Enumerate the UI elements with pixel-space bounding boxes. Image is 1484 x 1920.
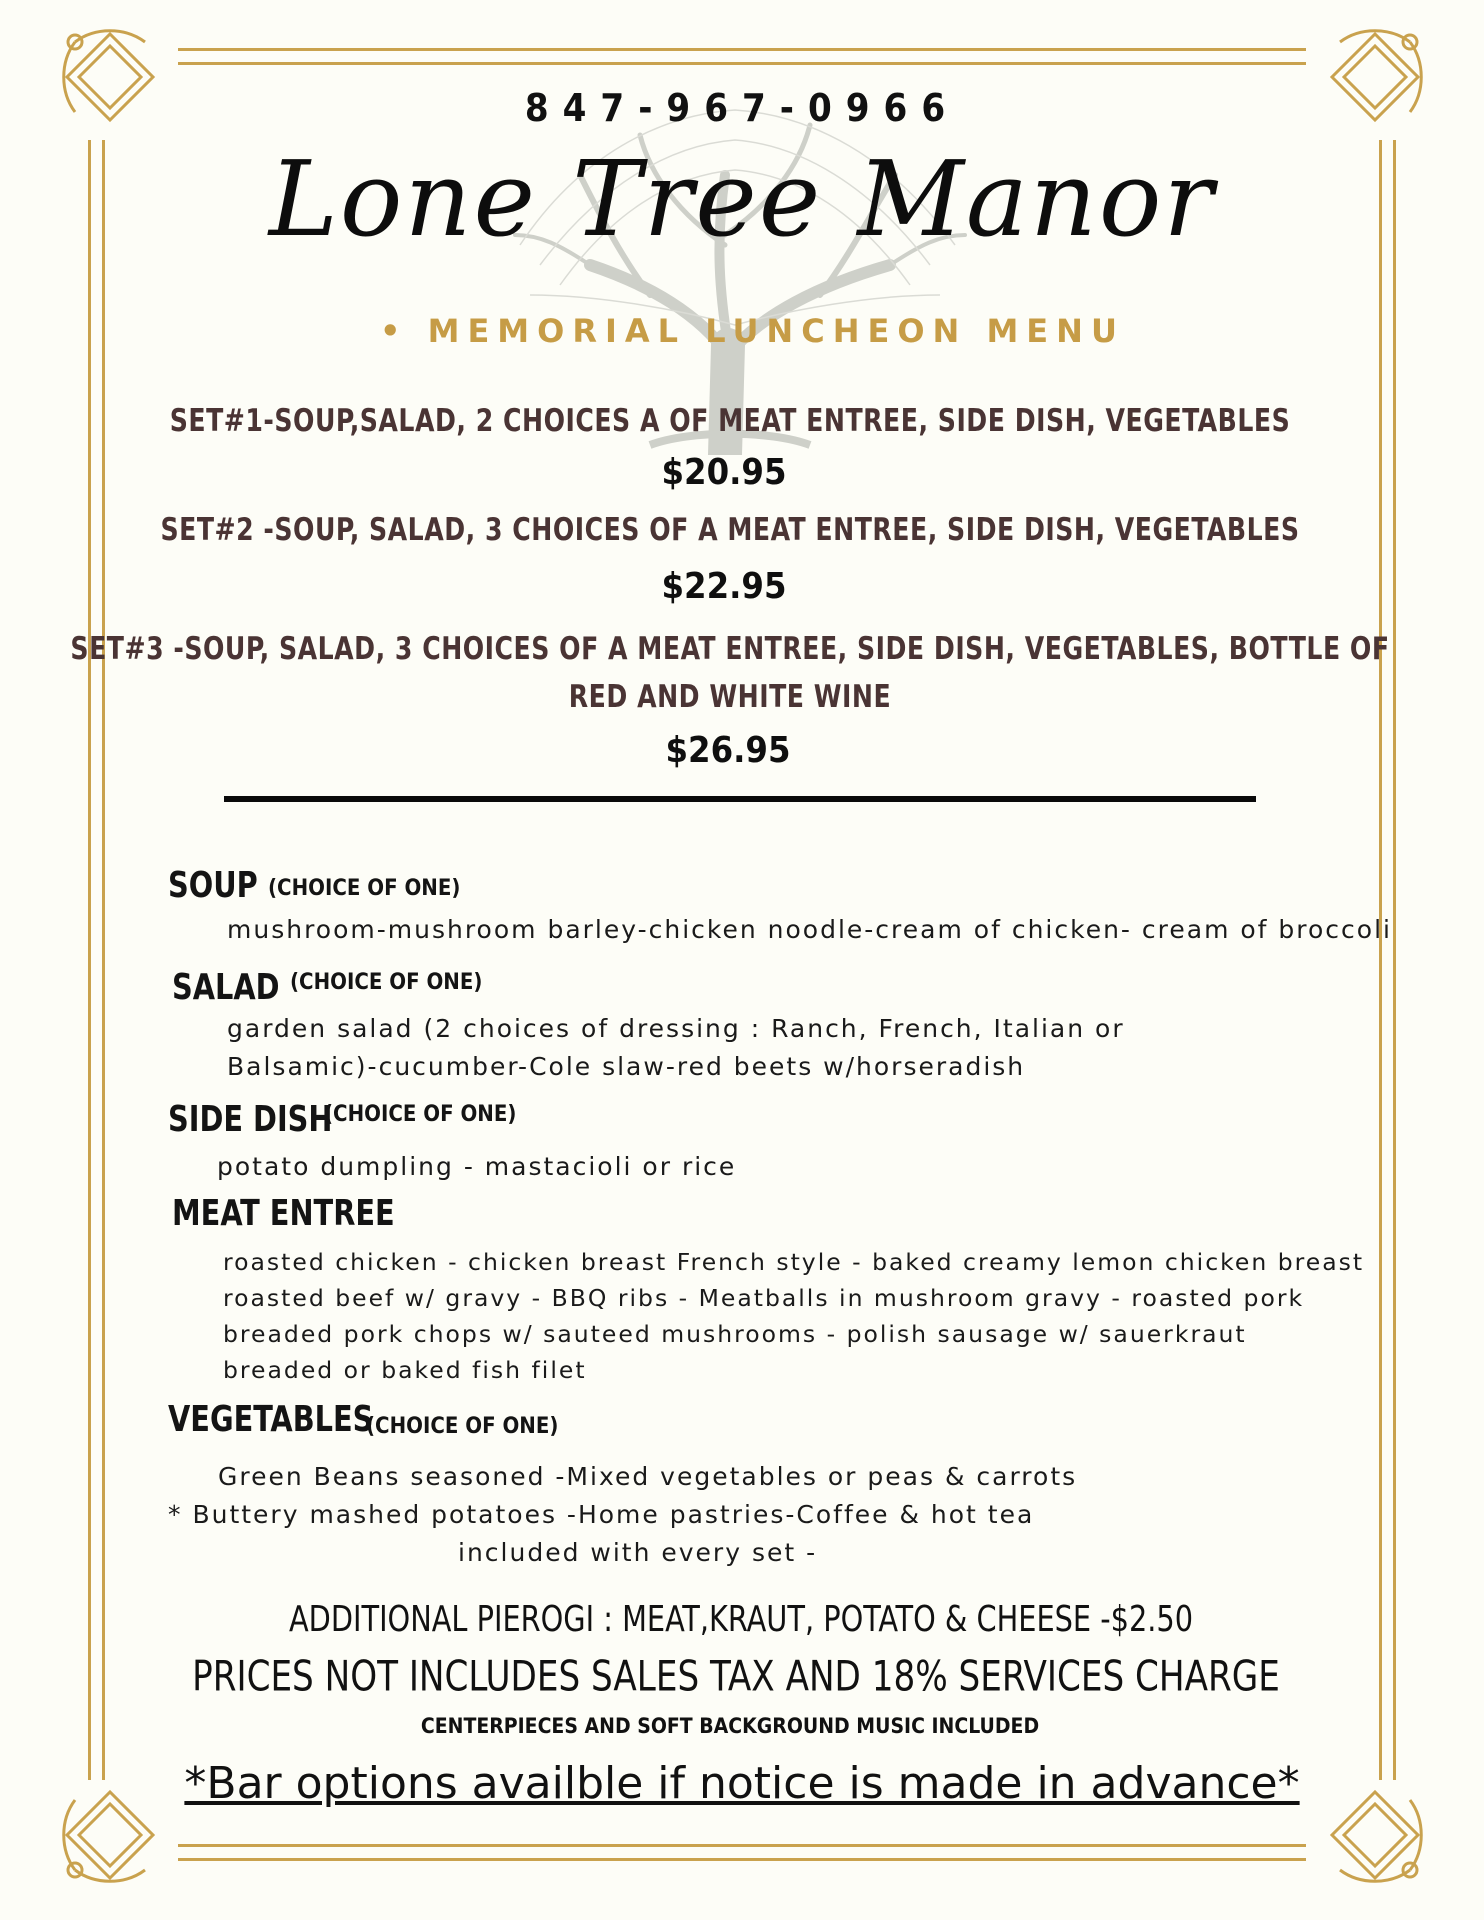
- soup-options: mushroom-mushroom barley-chicken noodle-cream of chicken- cream of broccoli: [227, 915, 1392, 944]
- frame-left-line-outer: [88, 140, 91, 1780]
- salad-choice-note: (CHOICE OF ONE): [290, 970, 483, 995]
- meat-entree-line-2: roasted beef w/ gravy - BBQ ribs - Meatballs in mushroom gravy - roasted pork: [223, 1284, 1305, 1312]
- meat-entree-line-1: roasted chicken - chicken breast French style - baked creamy lemon chicken breast: [223, 1248, 1365, 1276]
- vegetables-choice-note: (CHOICE OF ONE): [366, 1414, 559, 1439]
- included-with-every-set: included with every set -: [458, 1538, 818, 1567]
- set-3-price: $26.95: [665, 730, 791, 771]
- included-amenities-note: CENTERPIECES AND SOFT BACKGROUND MUSIC INCLUDED: [420, 1714, 1040, 1738]
- prices-tax-note: PRICES NOT INCLUDES SALES TAX AND 18% SERVICES CHARGE: [192, 1651, 1280, 1701]
- frame-left-line-inner: [102, 140, 105, 1780]
- salad-options-line-2: Balsamic)-cucumber-Cole slaw-red beets w/horseradish: [227, 1052, 1026, 1081]
- salad-options-line-1: garden salad (2 choices of dressing : Ranch, French, Italian or: [227, 1014, 1125, 1043]
- phone-number: 847-967-0966: [524, 86, 960, 130]
- vegetables-heading: VEGETABLES: [168, 1398, 374, 1440]
- meat-entree-heading: MEAT ENTREE: [172, 1192, 395, 1234]
- set-1-price: $20.95: [661, 452, 787, 493]
- venue-title: Lone Tree Manor: [268, 138, 1216, 260]
- vegetables-options: Green Beans seasoned -Mixed vegetables or peas & carrots: [218, 1462, 1078, 1491]
- included-items: * Buttery mashed potatoes -Home pastries-Coffee & hot tea: [168, 1500, 1035, 1529]
- frame-bottom-line-inner: [178, 1844, 1306, 1847]
- set-3-description: SET#3 -SOUP, SALAD, 3 CHOICES OF A MEAT ENTREE, SIDE DISH, VEGETABLES, BOTTLE OF: [70, 630, 1390, 667]
- salad-heading: SALAD: [172, 966, 280, 1008]
- additional-pierogi-note: ADDITIONAL PIEROGI : MEAT,KRAUT, POTATO & CHEESE -$2.50: [288, 1598, 1194, 1640]
- set-2-description: SET#2 -SOUP, SALAD, 3 CHOICES OF A MEAT ENTREE, SIDE DISH, VEGETABLES: [160, 511, 1300, 548]
- side-dish-choice-note: (CHOICE OF ONE): [324, 1102, 517, 1127]
- meat-entree-line-3: breaded pork chops w/ sauteed mushrooms - polish sausage w/ sauerkraut: [223, 1320, 1247, 1348]
- frame-bottom-line-outer: [178, 1858, 1306, 1861]
- frame-right-line-outer: [1393, 140, 1396, 1780]
- side-dish-options: potato dumpling - mastacioli or rice: [217, 1152, 737, 1181]
- frame-top-line-inner: [178, 62, 1306, 65]
- set-1-description: SET#1-SOUP,SALAD, 2 CHOICES A OF MEAT ENTREE, SIDE DISH, VEGETABLES: [169, 402, 1291, 439]
- soup-choice-note: (CHOICE OF ONE): [268, 876, 461, 901]
- menu-subtitle: • MEMORIAL LUNCHEON MENU: [380, 312, 1125, 350]
- set-3-description-cont: RED AND WHITE WINE: [568, 678, 892, 715]
- frame-right-line-inner: [1379, 140, 1382, 1780]
- divider-rule: [224, 796, 1256, 802]
- soup-heading: SOUP: [168, 864, 258, 906]
- frame-top-line-outer: [178, 48, 1306, 51]
- set-2-price: $22.95: [661, 566, 787, 607]
- bar-options-note: *Bar options availble if notice is made in advance*: [184, 1758, 1300, 1809]
- side-dish-heading: SIDE DISH: [168, 1098, 333, 1140]
- meat-entree-line-4: breaded or baked fish filet: [223, 1356, 587, 1384]
